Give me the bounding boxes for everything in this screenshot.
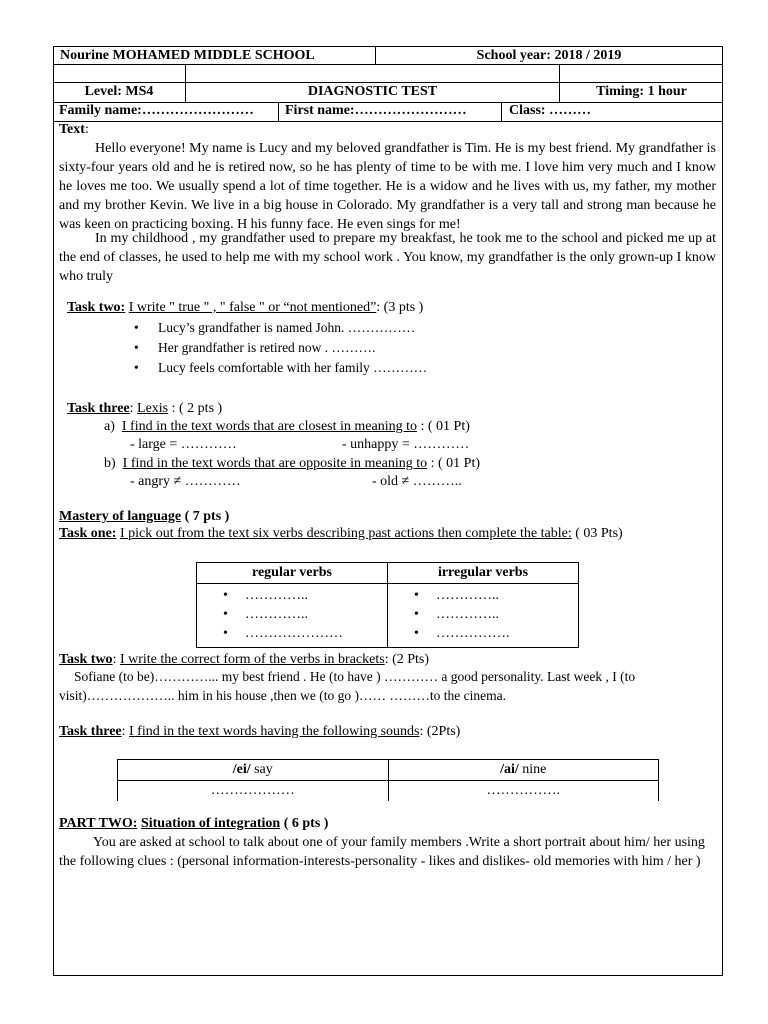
irregular-verbs-cell[interactable]: • ………….. • ………….. • ……………. (388, 584, 579, 644)
sound-ei-answer[interactable]: ……………… (118, 781, 389, 802)
sounds-table (117, 759, 659, 801)
sound-ai-answer[interactable]: ……………. (388, 781, 659, 802)
header-table (53, 46, 723, 65)
header-row-names (53, 102, 723, 122)
tf-item: • Her grandfather is retired now . ………. (134, 340, 376, 355)
family-name-field[interactable]: Family name:…………………… (59, 103, 254, 118)
text-label: Text: (59, 122, 89, 137)
reading-paragraph-2: In my childhood , my grandfather used to prepare my breakfast, he took me to the school and picked me up at the end of classes, he used to help me with my school work . You know, my grandfather is the only grown-up I know who truly (59, 231, 716, 284)
verbs-exercise-line-2: visit)……………….. him in his house ,then we (to go )…… ………to the cinema. (59, 688, 506, 703)
lexis-a-instruction: a) I find in the text words that are closest in meaning to : ( 01 Pt) (104, 419, 470, 434)
part-two-heading: PART TWO: Situation of integration ( 6 pts ) (59, 816, 329, 831)
col-regular-verbs: regular verbs (197, 563, 388, 584)
tf-item: • Lucy’s grandfather is named John. …………… (134, 320, 416, 335)
school-name: Nourine MOHAMED MIDDLE SCHOOL (54, 47, 376, 65)
class-field[interactable]: Class: ……… (509, 103, 592, 118)
reading-paragraph-1: Hello everyone! My name is Lucy and my beloved grandfather is Tim. He is my best friend. My grandfather is sixty-four years old and he is retired now, so he has plenty of time to be with me. I love him very much and I know he loves me too. We usually spend a lot of time together. He is a widow and he lives with us, my father, my mother and my brother Kevin. We live in a big house in Colorado. My grandfather is a very tall and strong man because he was keen on practicing boxing. H his funny face. He even sings for me! (59, 141, 716, 232)
verbs-exercise-line-1: Sofiane (to be)…………... my best friend . He (to have ) ………… a good personality. Last week , I (to (74, 669, 636, 684)
regular-verbs-cell[interactable]: • ………….. • ………….. • ………………… (197, 584, 388, 644)
test-title: DIAGNOSTIC TEST (307, 84, 438, 99)
part-two-prompt: You are asked at school to talk about one of your family members .Write a short portrait about him/ her using the following clues : (personal information-interests-personality - likes and dislikes- old memories with him / her ) (59, 835, 705, 869)
lexis-b-item-1: - angry ≠ ………… (130, 474, 241, 489)
task-two-verbs-heading: Task two: I write the correct form of the verbs in brackets: (2 Pts) (59, 652, 430, 667)
sound-ei-header: /ei/ say (118, 760, 389, 781)
lexis-a-item-1: - large = ………… (130, 437, 237, 452)
lexis-b-item-2: - old ≠ ……….. (372, 474, 462, 489)
task-three-sounds-heading: Task three: I find in the text words having the following sounds: (2Pts) (59, 724, 461, 739)
lexis-a-item-2: - unhappy = ………… (342, 437, 470, 452)
sound-ai-header: /ai/ nine (388, 760, 659, 781)
header-row-blank (53, 64, 723, 83)
verbs-table (196, 562, 579, 648)
header-row-level (53, 82, 723, 103)
col-irregular-verbs: irregular verbs (388, 563, 579, 584)
first-name-field[interactable]: First name:…………………… (285, 103, 467, 118)
school-year: School year: 2018 / 2019 (376, 47, 723, 65)
timing: Timing: 1 hour (596, 84, 687, 99)
level: Level: MS4 (84, 84, 154, 99)
tf-item: • Lucy feels comfortable with her family ………… (134, 360, 428, 375)
task-two-reading-heading: Task two: I write " true " , " false " or “not mentioned”: (3 pts ) (67, 300, 424, 315)
task-three-lexis-heading: Task three: Lexis : ( 2 pts ) (67, 401, 223, 416)
task-one-heading: Task one: I pick out from the text six verbs describing past actions then complete the table: ( 03 Pts) (59, 526, 623, 541)
lexis-b-instruction: b) I find in the text words that are opposite in meaning to : ( 01 Pt) (104, 456, 480, 471)
mastery-heading: Mastery of language ( 7 pts ) (59, 509, 230, 524)
